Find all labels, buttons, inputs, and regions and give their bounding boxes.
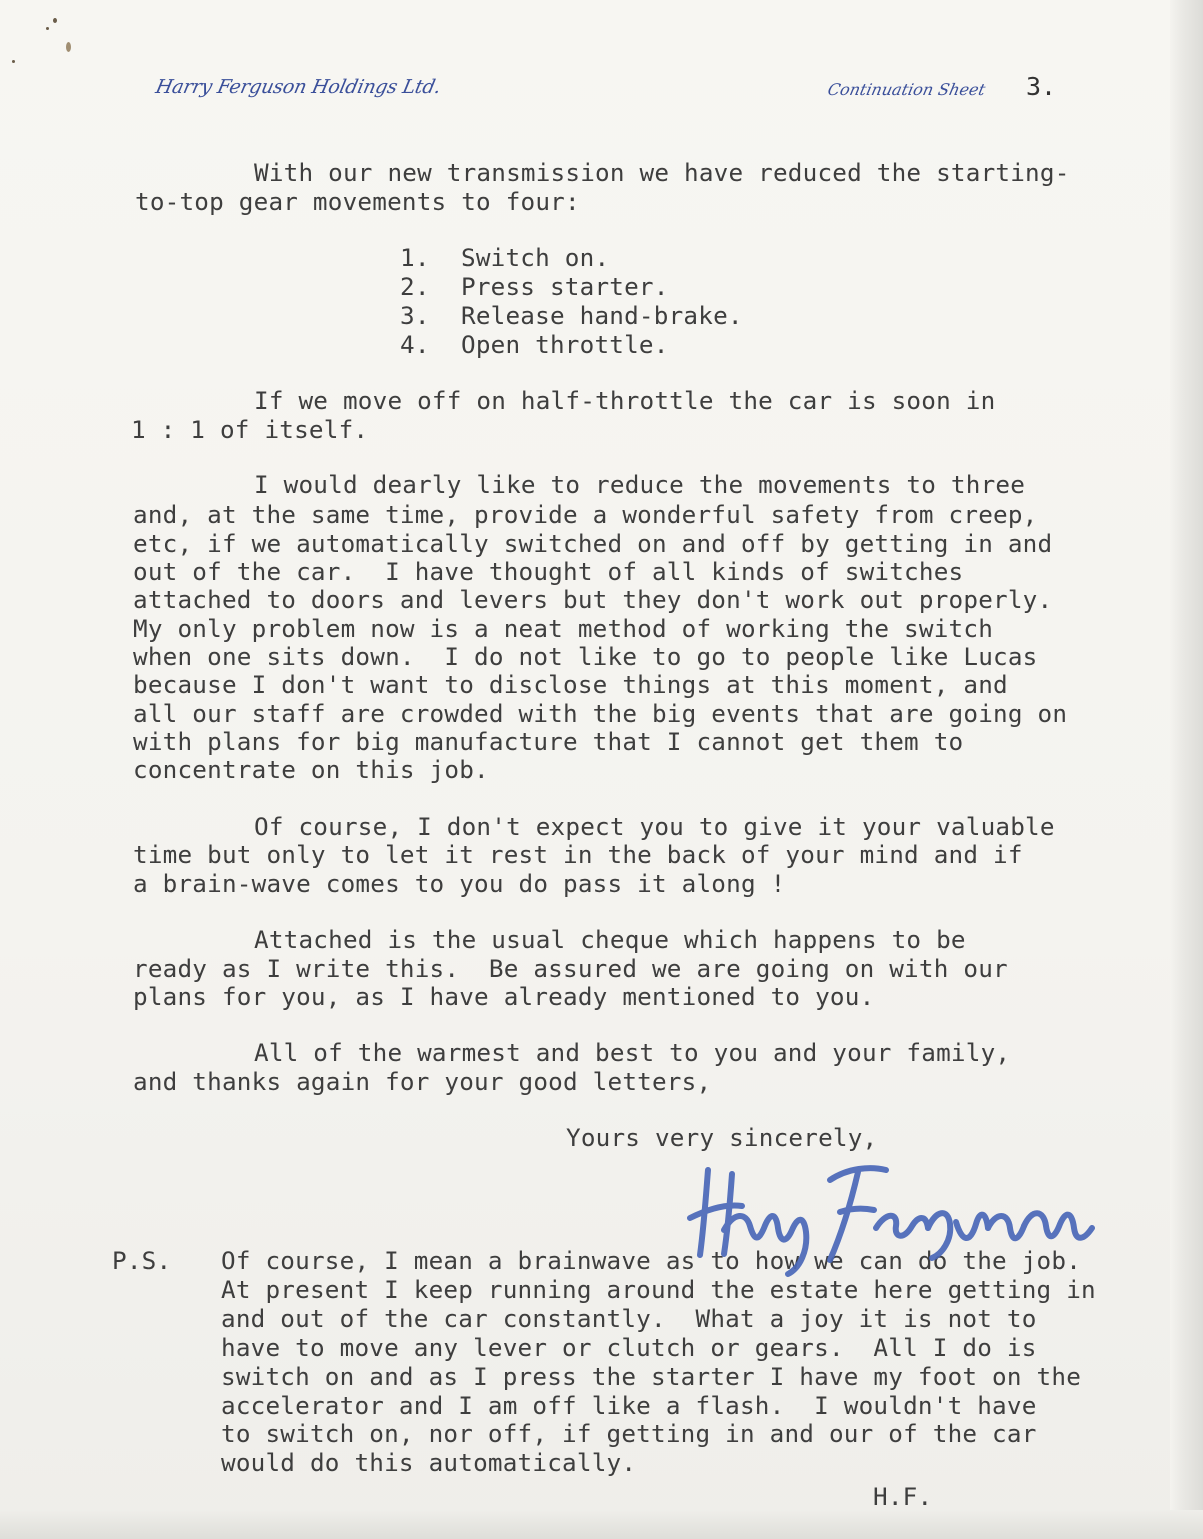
body-line: to-top gear movements to four: bbox=[135, 187, 580, 216]
paper-speck bbox=[12, 60, 15, 63]
body-line: and thanks again for your good letters, bbox=[133, 1067, 712, 1096]
body-line: My only problem now is a neat method of working the switch bbox=[133, 614, 994, 643]
body-line: etc, if we automatically switched on and off by getting in and bbox=[133, 529, 1053, 558]
body-line: because I don't want to disclose things at this moment, and bbox=[133, 670, 1008, 699]
body-line: when one sits down. I do not like to go to people like Lucas bbox=[133, 642, 1038, 671]
paper-speck bbox=[53, 18, 57, 23]
ps-line: to switch on, nor off, if getting in and our of the car bbox=[221, 1419, 1037, 1448]
closing: Yours very sincerely, bbox=[566, 1123, 878, 1152]
body-line: 1 : 1 of itself. bbox=[131, 415, 369, 444]
body-line: and, at the same time, provide a wonderful safety from creep, bbox=[133, 500, 1038, 529]
letterhead-company: Harry Ferguson Holdings Ltd. bbox=[153, 76, 443, 98]
body-line: ready as I write this. Be assured we are going on with our bbox=[133, 954, 1008, 983]
signature bbox=[680, 1150, 1120, 1280]
paper-speck bbox=[46, 27, 49, 30]
step-text: Switch on. bbox=[461, 243, 610, 272]
body-line: plans for you, as I have already mentioned to you. bbox=[133, 982, 875, 1011]
step-number: 3. bbox=[400, 301, 430, 330]
ps-initials: H.F. bbox=[873, 1482, 933, 1511]
body-line: a brain-wave comes to you do pass it along ! bbox=[133, 869, 786, 898]
body-line: All of the warmest and best to you and your family, bbox=[254, 1038, 1011, 1067]
body-line: time but only to let it rest in the back of your mind and if bbox=[133, 840, 1023, 869]
page-bottom-shadow bbox=[0, 1510, 1203, 1539]
page-edge-shadow bbox=[1170, 0, 1203, 1539]
body-line: with plans for big manufacture that I cannot get them to bbox=[133, 727, 964, 756]
paper-speck bbox=[66, 42, 71, 52]
body-line: concentrate on this job. bbox=[133, 755, 489, 784]
step-number: 4. bbox=[400, 330, 430, 359]
ps-line: have to move any lever or clutch or gears. All I do is bbox=[221, 1333, 1037, 1362]
step-text: Open throttle. bbox=[461, 330, 669, 359]
ps-label: P.S. bbox=[112, 1246, 172, 1275]
body-line: attached to doors and levers but they don't work out properly. bbox=[133, 585, 1053, 614]
ps-line: Of course, I mean a brainwave as to how we can do the job. bbox=[221, 1246, 1082, 1275]
sheet-number: 3. bbox=[1026, 72, 1057, 101]
body-line: If we move off on half-throttle the car is soon in bbox=[254, 386, 996, 415]
body-line: With our new transmission we have reduced the starting- bbox=[254, 158, 1070, 187]
step-number: 1. bbox=[400, 243, 430, 272]
ps-line: would do this automatically. bbox=[221, 1448, 637, 1477]
ps-line: and out of the car constantly. What a joy it is not to bbox=[221, 1304, 1037, 1333]
letterhead-continuation: Continuation Sheet bbox=[825, 80, 988, 99]
ps-line: switch on and as I press the starter I have my foot on the bbox=[221, 1362, 1082, 1391]
body-line: I would dearly like to reduce the movements to three bbox=[254, 470, 1026, 499]
body-line: Of course, I don't expect you to give it your valuable bbox=[254, 812, 1055, 841]
body-line: Attached is the usual cheque which happens to be bbox=[254, 925, 966, 954]
ps-line: At present I keep running around the estate here getting in bbox=[221, 1275, 1096, 1304]
step-number: 2. bbox=[400, 272, 430, 301]
step-text: Release hand-brake. bbox=[461, 301, 743, 330]
body-line: out of the car. I have thought of all kinds of switches bbox=[133, 557, 964, 586]
step-text: Press starter. bbox=[461, 272, 669, 301]
ps-line: accelerator and I am off like a flash. I wouldn't have bbox=[221, 1391, 1037, 1420]
body-line: all our staff are crowded with the big events that are going on bbox=[133, 699, 1068, 728]
